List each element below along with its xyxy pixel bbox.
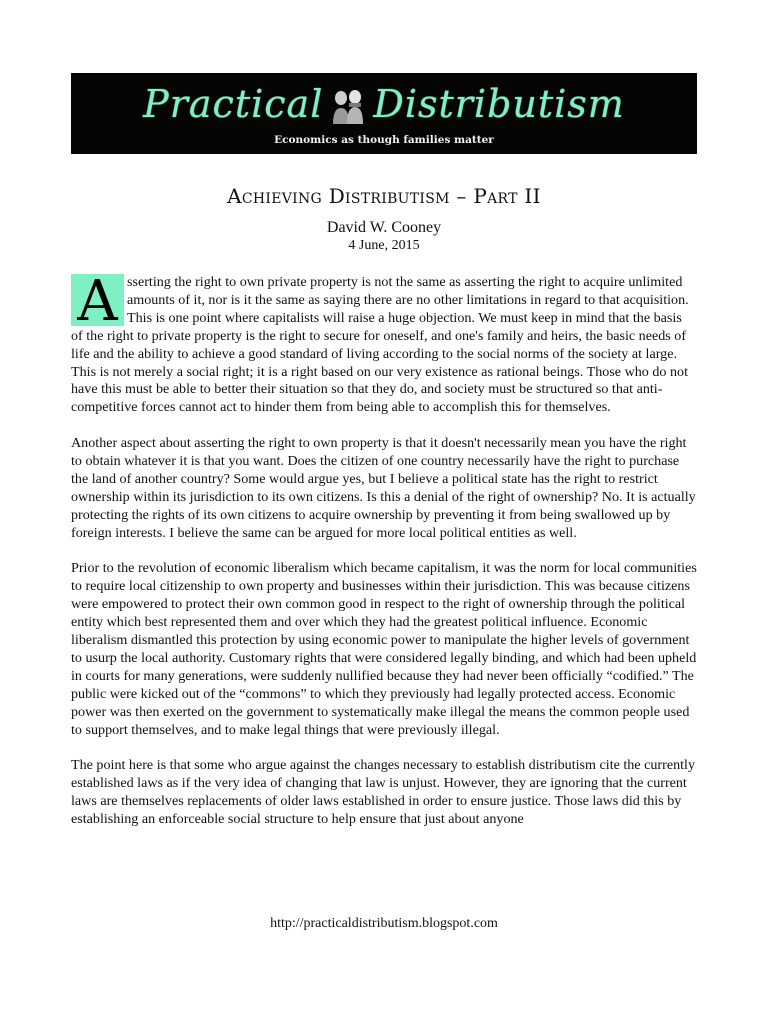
article-date: 4 June, 2015 [348,238,420,253]
banner-title-left: Practical [143,82,324,126]
banner-tagline: Economics as though families matter [274,134,494,146]
portrait-icon [331,84,365,124]
drop-cap: A [71,274,124,326]
banner-title-right: Distributism [373,82,625,126]
portraits-image [331,84,365,124]
paragraph-1-text: sserting the right to own private property is not the same as asserting the right to acquire unlimited amounts of it, nor is it the same as saying there are no other limitations in regard to that acquisition. This is one point where capitalists will raise a huge objection. We must keep in mind that the basis of the right to private property is the right to secure for oneself, and one's family and heirs, the basic needs of life and the ability to achieve a good standard of living according to the social norms of the society at large. This is not merely a social right; it is a right based on our very existence as rational beings. Those who do not have this must be able to better their situation so that they do, and society must be structured so that anti-competitive forces cannot act to hinder them from being able to accomplish this for themselves. [71,274,689,416]
article-author: David W. Cooney [326,219,442,236]
paragraph-1 [71,269,697,417]
blog-banner [71,73,697,154]
footer-url: http://practicaldistributism.blogspot.com [270,916,498,931]
article-body [71,269,697,847]
article-title: Achieving Distributism – Part II [227,184,541,208]
paragraph-4: The point here is that some who argue against the changes necessary to establish distributism cite the currently established laws as if the very idea of changing that law is unjust. However, they are ignoring that the current laws are themselves replacements of older laws established in order to ensure justice. Those laws did this by establishing an enforceable social structure to help ensure that just about anyone [71,757,695,828]
banner-title [71,77,697,131]
paragraph-3: Prior to the revolution of economic liberalism which became capitalism, it was the norm for local communities to require local citizenship to own property and businesses within their jurisdiction. This was because citizens were empowered to protect their own common good in respect to the right of ownership through the political entity which best represented them and over which they had the greatest political influence. Economic liberalism dismantled this protection by using economic power to manipulate the higher levels of government to usurp the local authority. Customary rights that were considered legally binding, and which had been upheld in courts for many generations, were suddenly nullified because they had never been officially “codified.” The public were kicked out of the “commons” to which they previously had legally protected access. Economic power was then exerted on the government to systematically make illegal the means the common people used to support themselves, and to make legal things that were previously illegal. [71,560,697,738]
paragraph-2: Another aspect about asserting the right to own property is that it doesn't necessarily mean you have the right to obtain whatever it is that you want. Does the citizen of one country necessarily have the right to purchase the land of another country? Some would argue yes, but I believe a political state has the right to restrict ownership within its jurisdiction to its own citizens. Is this a denial of the right of ownership? No. It is actually protecting the rights of its own citizens to acquire ownership by preventing it from being swallowed up by foreign interests. I believe the same can be argued for more local political entities as well. [71,435,696,541]
